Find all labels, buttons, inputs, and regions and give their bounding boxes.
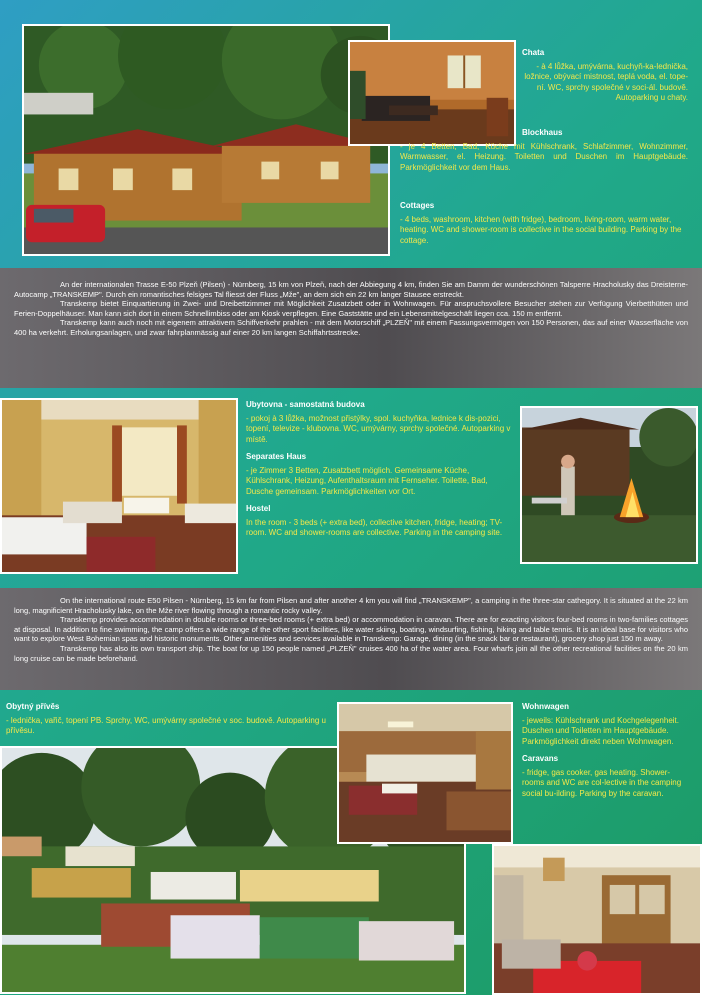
obytny-privesy-heading: Obytný přívěs	[6, 702, 60, 711]
german-paragraph-1: An der internationalen Trasse E-50 Plzeň (Pilsen) - Nürnberg, 15 km von Plzeň, nach der Abbiegung 4 km, finden Sie am Damm der wunderschönen Talsperre Hracholusky das Dreisterne-Autocamp „TRANSKEMP". Durch ein romantisches felsiges Tal fliesst der Fluss „Mže", an dem sich ein 22 km langer Stausee erstreckt.	[14, 280, 688, 299]
blockhaus-heading: Blockhaus	[522, 128, 563, 137]
english-paragraph-1: On the international route E50 Pilsen - Nürnberg, 15 km far from Pilsen and after another 4 km you will find „TRANSKEMP", a camping in the three-star cathegory. It is situated at the 22 km long, magnificient Hracholusky lake, on the Mže river flowing through a romantic rocky valley.	[14, 596, 688, 615]
german-paragraph-3: Transkemp kann auch noch mit eigenem attraktivem Schiffverkehr prahlen - mit dem Motorschiff „PLZEŇ" mit einem Fassungsvermögen von 150 Personen, das auf einer Wasserfläche von 400 ha verkehrt. Erholungsanlagen, und zwar fahrplanmässig auf einer 20 km langen Schiffahrtsstrecke.	[14, 318, 688, 337]
caravans-body: - fridge, gas cooker, gas heating. Shower-rooms and WC are col-lective in the camping social bu-ilding. Parking by the caravan.	[522, 767, 682, 798]
ubytovna-heading: Ubytovna - samostatná budova	[246, 400, 365, 409]
english-paragraph-3: Transkemp has also its own transport ship. The boat for up 150 people named „PLZEŇ" cruises 400 ha of the water area. Four wharfs join all the other recreational facilities on the 20 km long cruise can be made beforehand.	[14, 643, 688, 663]
hostel-body: In the room - 3 beds (+ extra bed), collective kitchen, fridge, heating; TV-room. WC and shower-rooms are collective. Parking in the camping site.	[246, 517, 503, 537]
german-text-band	[0, 268, 702, 388]
wohnwagen-heading: Wohnwagen	[522, 702, 569, 711]
photo-cottages-exterior	[22, 24, 390, 256]
chata-body: - à 4 lůžka, umývárna, kuchyň-ka-lednička, ložnice, obývací mistnost, teplá voda, el. tope-ní. WC, sprchy společné v soci-ál. budově. Autoparking u chaty.	[524, 61, 688, 102]
chata-heading: Chata	[522, 48, 545, 57]
photo-caravan-kitchen	[492, 844, 702, 995]
separates-haus-body: - je Zimmer 3 Betten, Zusatzbett möglich. Gemeinsame Küche, Kühlschrank, Heizung, Aufenthaltsraum mit Fernseher. Toilette, Bad, Dusche gemeinsam. Parkmöglichkeiten vor Ort.	[246, 465, 488, 496]
obytny-privesy-body: - lednička, vařič, topení PB. Sprchy, WC, umývárny společné v soc. budově. Autoparking u přívěsu.	[6, 715, 327, 735]
caravans-heading: Caravans	[522, 754, 559, 763]
english-paragraph-2: Transkemp provides accommodation in double rooms or three-bed rooms (+ extra bed) or accommodation in caravan. There are for exacting visitors four-bed rooms in two-families cottages at disposal. In addition to fine swimming, the camp offers a wide range of the other sport facilities, like water skiing, boating, windsurfing, fishing, hiking and table tennis. It is an ideal base for visitors who want to explore West Bohemian spas and historic monuments. Other amenities and services available in Transkemp: Garage, dining (in the snack bar or restaurant), grocery shop just 150 m away.	[14, 615, 688, 644]
photo-campfire	[520, 406, 698, 564]
cottages-heading: Cottages	[400, 201, 435, 210]
hostel-heading: Hostel	[246, 504, 271, 513]
separates-haus-heading: Separates Haus	[246, 452, 307, 461]
ubytovna-body: - pokoj à 3 lůžka, možnost přistýlky, spol. kuchyňka, lednice k dis-pozici, topení, televize - klubovna. WC, umývárny, sprchy společné. Autoparking v místě.	[246, 413, 511, 444]
photo-caravan-interior	[337, 702, 513, 844]
cottages-body: - 4 beds, washroom, kitchen (with fridge), bedroom, living-room, warm water, heating. WC and shower-room is collective in the social building. Parking by the cottage.	[400, 214, 682, 245]
wohnwagen-body: - jeweils: Kühlschrank und Kochgelegenheit. Duschen und Toiletten im Hauptgebäude. Parkmöglichkeit direkt neben Wohnwagen.	[522, 715, 679, 746]
blockhaus-body: - je 4 Betten, Bad, Küche mit Kühlschrank, Schlafzimmer, Wohnzimmer, Warmwasser, el. Heizung. Toiletten und Duschen im Hauptgebäude. Parkmöglichkeit vor dem Haus.	[400, 141, 688, 172]
german-paragraph-2: Transkemp bietet Einquartierung in Zwei- und Dreibettzimmer mit Möglichkeit Zusatzbett oder in Wohnwagen. Für anspruchsvollere Besucher stehen zur Verfügung Vierbetthütten und Ferien-Doppelhäuser. Man kann sich dort in einem Schnellimbiss oder am Kiosk verpflegen. Eine Gaststätte und ein Lebensmittelgeschäft liegen cca. 150 m entfernt.	[14, 299, 688, 318]
english-text-band	[0, 588, 702, 690]
photo-hostel-room	[0, 398, 238, 574]
